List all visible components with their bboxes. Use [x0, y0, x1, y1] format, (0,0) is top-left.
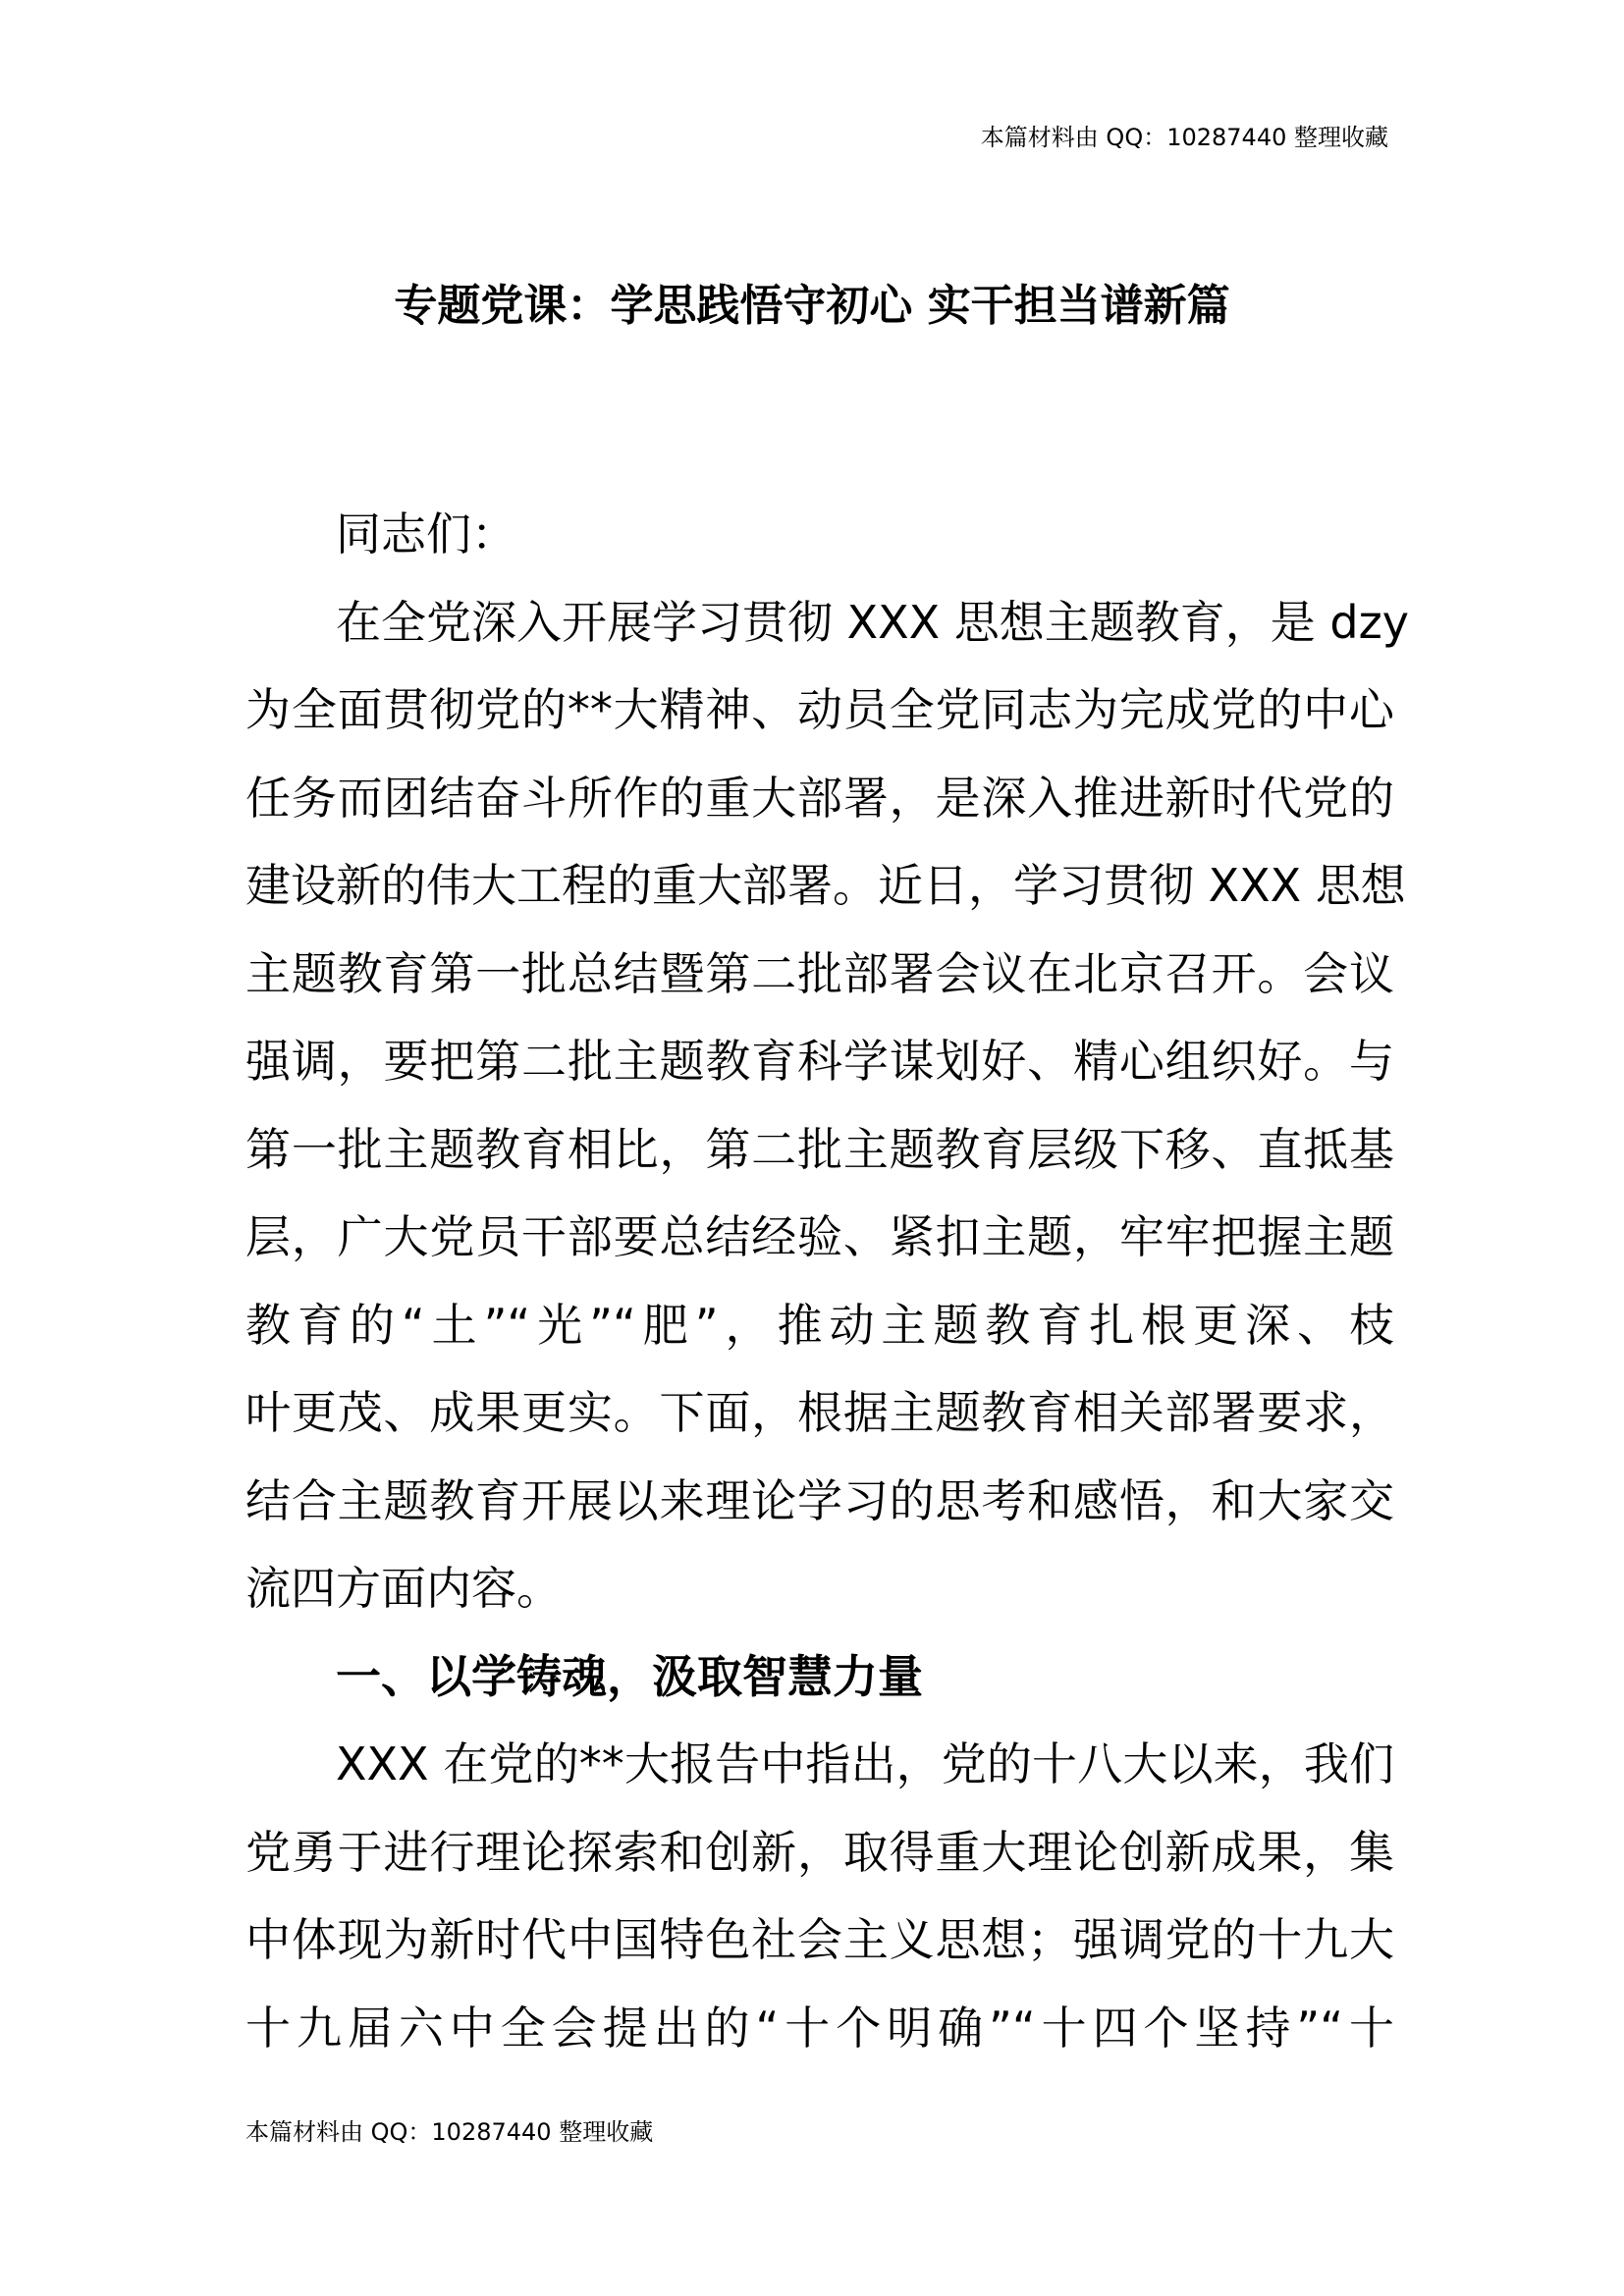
section-heading: 一、以学铸魂，汲取智慧力量: [336, 1649, 923, 1703]
paragraph-line: 建设新的伟大工程的重大部署。近日，学习贯彻 XXX 思想: [245, 859, 1406, 912]
paragraph-line: 结合主题教育开展以来理论学习的思考和感悟，和大家交: [245, 1473, 1394, 1527]
paragraph-line: 第一批主题教育相比，第二批主题教育层级下移、直抵基: [245, 1122, 1394, 1176]
paragraph-line: 层，广大党员干部要总结经验、紧扣主题，牢牢把握主题: [245, 1210, 1394, 1263]
paragraph-line: 为全面贯彻党的**大精神、动员全党同志为完成党的中心: [245, 683, 1394, 736]
paragraph-line: 流四方面内容。: [245, 1562, 562, 1615]
document-body: [245, 491, 1409, 2072]
paragraph-line: XXX 在党的**大报告中指出，党的十八大以来，我们: [336, 1737, 1394, 1790]
paragraph-line: 党勇于进行理论探索和创新，取得重大理论创新成果，集: [245, 1825, 1394, 1879]
paragraph-line: 十九届六中全会提出的“十个明确”“十四个坚持”“十: [245, 2001, 1394, 2055]
salutation: 同志们：: [336, 507, 516, 561]
header-note: 本篇材料由 QQ：10287440 整理收藏: [980, 124, 1388, 151]
footer-note: 本篇材料由 QQ：10287440 整理收藏: [245, 2118, 654, 2146]
paragraph-line: 任务而团结奋斗所作的重大部署，是深入推进新时代党的: [245, 771, 1394, 825]
document-title: 专题党课：学思践悟守初心 实干担当谱新篇: [394, 281, 1230, 331]
paragraph-line: 强调，要把第二批主题教育科学谋划好、精心组织好。与: [245, 1035, 1394, 1088]
paragraph-line: 主题教育第一批总结暨第二批部署会议在北京召开。会议: [245, 946, 1394, 1000]
paragraph-line: 教育的“土”“光”“肥”，推动主题教育扎根更深、枝: [245, 1298, 1394, 1352]
paragraph-line: 在全党深入开展学习贯彻 XXX 思想主题教育，是 dzy: [336, 595, 1409, 649]
paragraph-line: 中体现为新时代中国特色社会主义思想；强调党的十九大: [245, 1913, 1394, 1966]
paragraph-line: 叶更茂、成果更实。下面，根据主题教育相关部署要求，: [245, 1386, 1394, 1439]
